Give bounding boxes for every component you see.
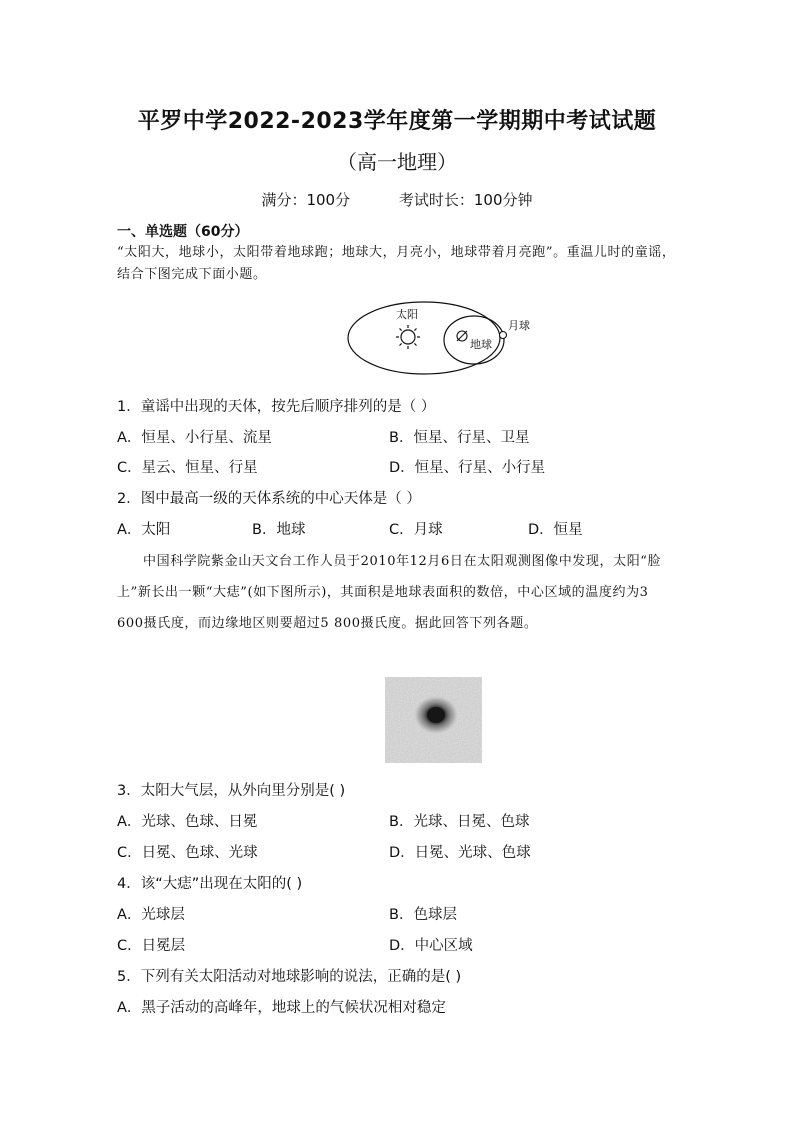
moon-icon [500, 332, 507, 339]
q1-option-b: B．恒星、行星、卫星 [389, 430, 530, 446]
question-2: 2．图中最高一级的天体系统的中心天体是（ ） [117, 491, 421, 507]
q4-option-b: B．色球层 [389, 907, 457, 923]
q1-option-d: D．恒星、行星、小行星 [389, 460, 546, 476]
q1-option-a: A．恒星、小行星、流星 [117, 430, 272, 446]
question-5: 5．下列有关太阳活动对地球影响的说法，正确的是( ) [117, 969, 462, 985]
q2-option-b: B．地球 [252, 522, 306, 538]
sun-icon [396, 325, 420, 349]
question-4: 4．该“大痣”出现在太阳的( ) [117, 876, 303, 892]
exam-duration: 考试时长：100分钟 [398, 191, 533, 209]
q2-option-a: A．太阳 [117, 522, 171, 538]
sun-earth-moon-diagram [344, 298, 544, 378]
exam-subtitle: （高一地理） [337, 150, 457, 174]
label-earth: 地球 [470, 338, 492, 351]
question-3: 3．太阳大气层，从外向里分别是( ) [117, 783, 346, 799]
intro-paragraph: “太阳大，地球小，太阳带着地球跑；地球大，月亮小，地球带着月亮跑”。重温儿时的童谣，结合下图完成下面小题。 [117, 245, 676, 282]
earth-icon [457, 331, 467, 341]
exam-title: 平罗中学2022-2023学年度第一学期期中考试试题 [137, 109, 657, 134]
q4-option-c: C．日冕层 [117, 938, 186, 954]
label-sun: 太阳 [396, 308, 418, 321]
passage-sunspot: 中国科学院紫金山天文台工作人员于2010年12月6日在太阳观测图像中发现，太阳“脸上”新长出一颗“大痣”(如下图所示)，其面积是地球表面积的数倍，中心区域的温度约为3 600摄氏度，而边缘地区则要超过5 800摄氏度。据此回答下列各题。 [117, 554, 662, 631]
q3-option-b: B．光球、日冕、色球 [389, 814, 530, 830]
q4-option-d: D．中心区域 [389, 938, 473, 954]
q4-option-a: A．光球层 [117, 907, 185, 923]
sunspot-umbra [427, 707, 445, 723]
section-heading: 一、单选题（60分） [117, 224, 249, 240]
exam-meta [0, 189, 794, 210]
q3-option-d: D．日冕、光球、色球 [389, 845, 531, 861]
sunspot-image [385, 677, 482, 763]
label-moon: 月球 [508, 319, 530, 332]
full-score: 满分：100分 [261, 191, 351, 209]
q3-option-c: C．日冕、色球、光球 [117, 845, 258, 861]
question-1: 1．童谣中出现的天体，按先后顺序排列的是（ ） [117, 399, 436, 415]
q5-option-a: A．黑子活动的高峰年，地球上的气候状况相对稳定 [117, 1000, 446, 1016]
q2-option-c: C．月球 [389, 522, 443, 538]
q1-option-c: C．星云、恒星、行星 [117, 460, 258, 476]
q2-option-d: D．恒星 [528, 522, 583, 538]
q3-option-a: A．光球、色球、日冕 [117, 814, 258, 830]
